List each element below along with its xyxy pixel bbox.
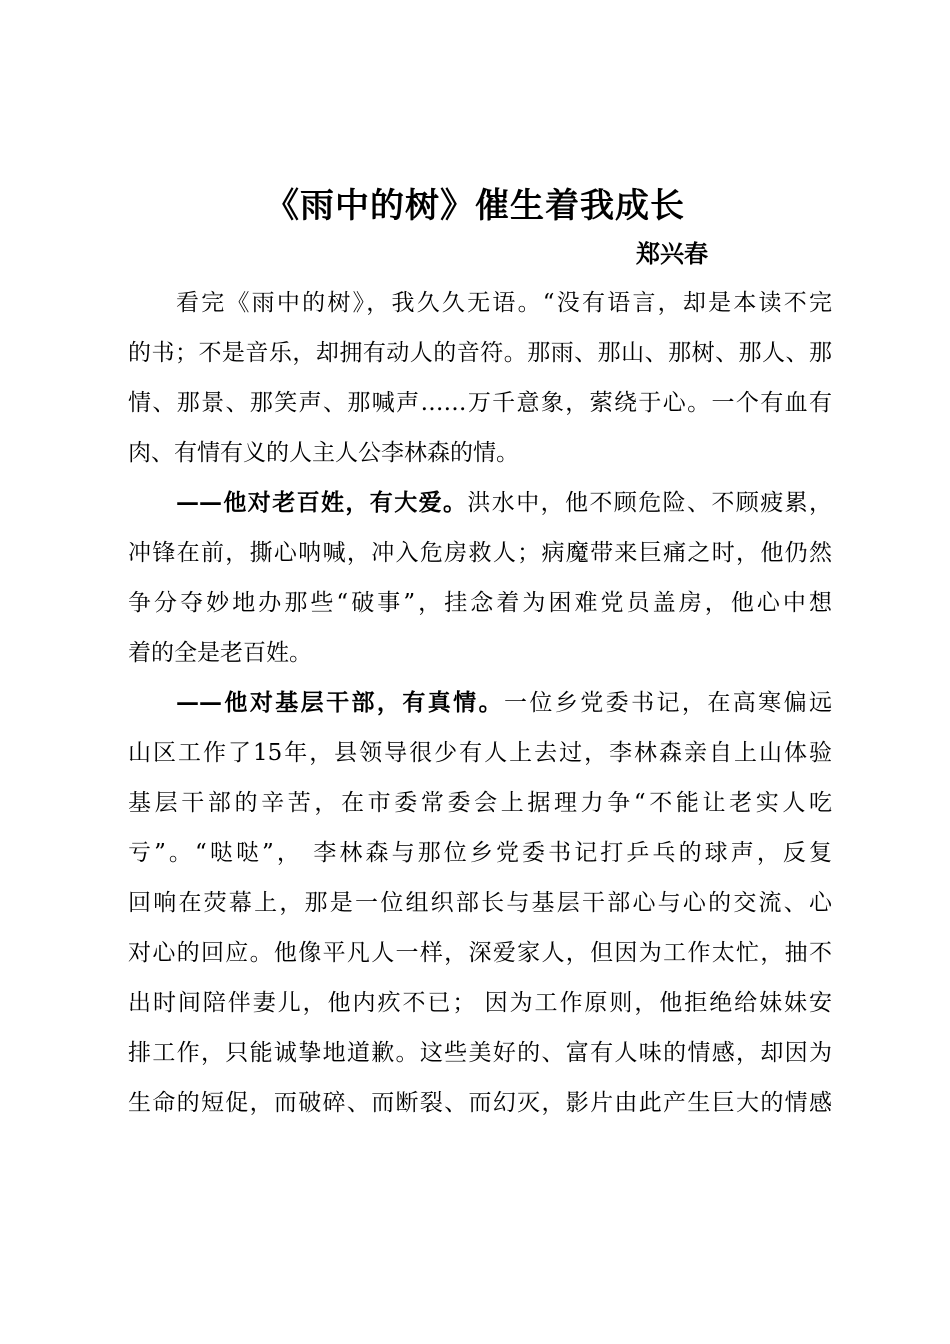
author-text: 郑兴春	[636, 240, 708, 268]
paragraph-2-line-3: 争分夺妙地办那些“破事”，挂念着为困难党员盖房，他心中想	[128, 590, 832, 616]
paragraph-3-line-1-text: 一位乡党委书记，在高寒偏远	[504, 690, 832, 716]
paragraph-3-line-6: 对心的回应。他像平凡人一样，深爱家人，但因为工作太忙，抽不	[128, 940, 832, 966]
paragraph-2-line-1	[128, 478, 832, 528]
paragraph-1-line-3: 情、那景、那笑声、那喊声……万千意象，萦绕于心。一个有血有	[128, 390, 832, 416]
author-name	[0, 238, 950, 270]
paragraph-1-line-4: 肉、有情有义的人主人公李林森的情。	[128, 440, 519, 466]
document-body	[128, 278, 832, 1128]
paragraph-3-lead: ——他对基层干部，有真情。	[176, 689, 504, 716]
document-title: 《雨中的树》催生着我成长	[265, 186, 685, 226]
paragraph-3-line-9: 生命的短促，而破碎、而断裂、而幻灭，影片由此产生巨大的情感	[128, 1090, 832, 1116]
paragraph-2-line-2: 冲锋在前，撕心呐喊，冲入危房救人；病魔带来巨痛之时，他仍然	[128, 540, 832, 566]
paragraph-2-line-4: 着的全是老百姓。	[128, 640, 312, 666]
paragraph-3-line-4: 亏”。“哒哒”， 李林森与那位乡党委书记打乒乓的球声，反复	[128, 840, 832, 866]
paragraph-3-line-1	[128, 678, 832, 728]
paragraph-2-lead: ——他对老百姓，有大爱。	[176, 489, 468, 516]
paragraph-2-line-1-text: 洪水中，他不顾危险、不顾疲累，	[467, 490, 832, 516]
paragraph-3-line-3: 基层干部的辛苦，在市委常委会上据理力争“不能让老实人吃	[128, 790, 832, 816]
paragraph-1-line-2: 的书；不是音乐，却拥有动人的音符。那雨、那山、那树、那人、那	[128, 340, 832, 366]
paragraph-3-line-8: 排工作，只能诚挚地道歉。这些美好的、富有人味的情感，却因为	[128, 1040, 832, 1066]
paragraph-3-line-5: 回响在荧幕上，那是一位组织部长与基层干部心与心的交流、心	[128, 890, 832, 916]
paragraph-3-line-2: 山区工作了15年，县领导很少有人上去过，李林森亲自上山体验	[128, 740, 832, 766]
paragraph-3-line-7: 出时间陪伴妻儿，他内疚不已； 因为工作原则，他拒绝给妹妹安	[128, 990, 832, 1016]
paragraph-1-line-1: 看完《雨中的树》，我久久无语。“没有语言，却是本读不完	[176, 290, 832, 316]
